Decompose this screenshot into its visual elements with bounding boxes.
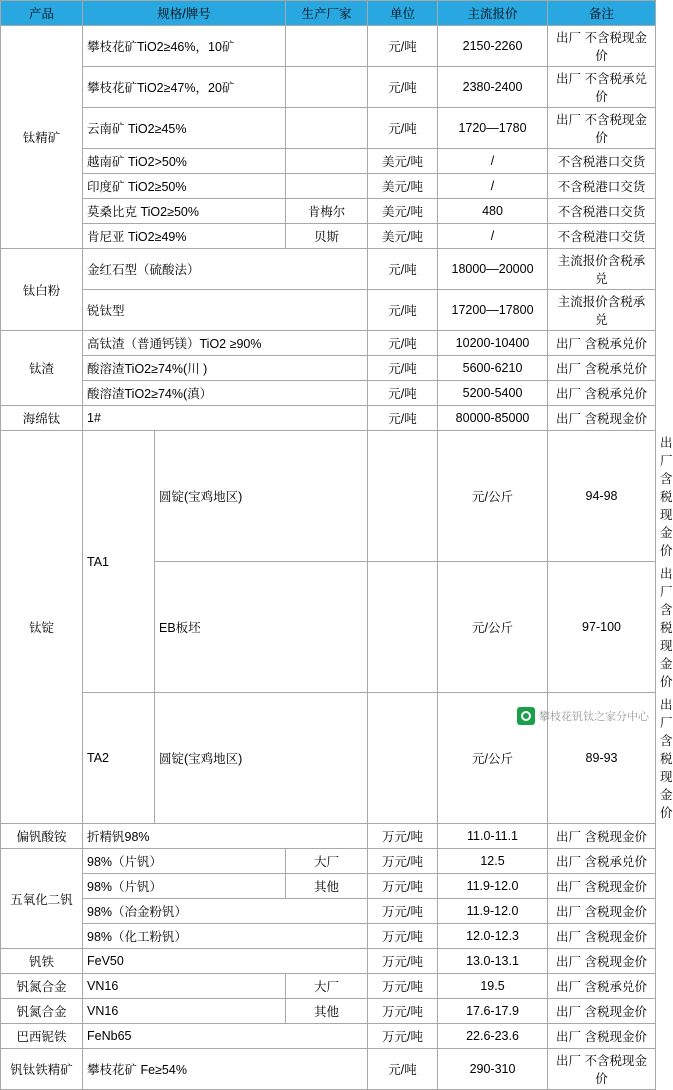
cell-note: 出厂 不含税承兑价 (548, 67, 656, 108)
cell-note: 主流报价含税承兑 (548, 290, 656, 331)
table-row: TA2 圆锭(宝鸡地区) 元/公斤 89-93 出厂 含税现金价 (1, 693, 656, 824)
cell-spec: 酸溶渣TiO2≥74%(川 ) (83, 356, 368, 381)
cell-spec: 攀枝花矿TiO2≥46%，10矿 (83, 26, 286, 67)
table-row (1, 381, 656, 406)
cell-spec: 攀枝花矿TiO2≥47%，20矿 (83, 67, 286, 108)
cell-unit: 万元/吨 (368, 849, 438, 874)
cell-price: 1720—1780 (438, 108, 548, 149)
cell-manufacturer: 其他 (286, 999, 368, 1024)
cell-unit: 万元/吨 (368, 999, 438, 1024)
cell-note: 出厂 含税承兑价 (548, 331, 656, 356)
table-row (1, 249, 656, 290)
cell-product: 钒氮合金 (1, 999, 83, 1024)
cell-price: 10200-10400 (438, 331, 548, 356)
cell-spec: FeV50 (83, 949, 368, 974)
cell-product: 钛精矿 (1, 26, 83, 249)
watermark (517, 707, 649, 725)
cell-spec: FeNb65 (83, 1024, 368, 1049)
cell-manufacturer (368, 562, 438, 693)
cell-manufacturer (368, 431, 438, 562)
cell-spec: VN16 (83, 999, 286, 1024)
cell-price: 17.6-17.9 (438, 999, 548, 1024)
cell-price: 19.5 (438, 974, 548, 999)
cell-note: 出厂 含税现金价 (548, 999, 656, 1024)
cell-price: 11.0-11.1 (438, 824, 548, 849)
cell-product: 钛白粉 (1, 249, 83, 331)
cell-product: 钛锭 (1, 431, 83, 824)
table-row (1, 224, 656, 249)
cell-spec: TA2 (83, 693, 155, 824)
cell-price: 5200-5400 (438, 381, 548, 406)
cell-note: 出厂 含税现金价 (548, 899, 656, 924)
column-header-spec: 规格/牌号 (83, 1, 286, 26)
cell-unit: 元/公斤 (438, 693, 548, 824)
cell-spec: 98%（片钒） (83, 874, 286, 899)
table-row (1, 924, 656, 949)
cell-unit: 元/吨 (368, 1049, 438, 1090)
cell-unit: 万元/吨 (368, 1024, 438, 1049)
table-row (1, 290, 656, 331)
cell-manufacturer: 大厂 (286, 974, 368, 999)
cell-unit: 万元/吨 (368, 899, 438, 924)
cell-price: 2150-2260 (438, 26, 548, 67)
table-row (1, 899, 656, 924)
cell-note: 不含税港口交货 (548, 174, 656, 199)
cell-unit: 元/公斤 (438, 562, 548, 693)
cell-spec: 98%（化工粉钒） (83, 924, 368, 949)
cell-product: 钒氮合金 (1, 974, 83, 999)
cell-manufacturer: 肯梅尔 (286, 199, 368, 224)
cell-price: 5600-6210 (438, 356, 548, 381)
cell-unit: 元/吨 (368, 67, 438, 108)
cell-note: 出厂 含税现金价 (548, 824, 656, 849)
cell-spec: 金红石型（硫酸法） (83, 249, 368, 290)
cell-price: / (438, 174, 548, 199)
table-row (1, 1024, 656, 1049)
green-circle-logo-icon (517, 707, 535, 725)
cell-unit: 美元/吨 (368, 174, 438, 199)
cell-note: 不含税港口交货 (548, 224, 656, 249)
table-body (1, 26, 673, 1090)
cell-unit: 元/公斤 (438, 431, 548, 562)
table-row (1, 108, 656, 149)
table-row: EB板坯 元/公斤 97-100 出厂 含税现金价 (1, 562, 656, 693)
table-header (1, 1, 656, 26)
cell-manufacturer (368, 693, 438, 824)
table-row (1, 824, 656, 849)
cell-unit: 万元/吨 (368, 874, 438, 899)
cell-price: 97-100 (548, 562, 656, 693)
cell-note: 不含税港口交货 (548, 199, 656, 224)
cell-manufacturer (286, 149, 368, 174)
cell-spec: 印度矿 TiO2≥50% (83, 174, 286, 199)
cell-note: 出厂 含税现金价 (548, 874, 656, 899)
cell-unit: 元/吨 (368, 26, 438, 67)
table-row (1, 174, 656, 199)
cell-product: 钒铁 (1, 949, 83, 974)
cell-spec: 98%（片钒） (83, 849, 286, 874)
cell-unit: 元/吨 (368, 249, 438, 290)
table-row (1, 26, 656, 67)
cell-note: 出厂 含税承兑价 (548, 381, 656, 406)
cell-unit: 元/吨 (368, 290, 438, 331)
column-header-unit: 单位 (368, 1, 438, 26)
cell-note: 出厂 含税承兑价 (548, 356, 656, 381)
table-header-row (1, 1, 656, 26)
column-header-manufacturer: 生产厂家 (286, 1, 368, 26)
cell-spec: TA1 (83, 431, 155, 693)
cell-spec: 攀枝花矿 Fe≥54% (83, 1049, 368, 1090)
cell-price: 290-310 (438, 1049, 548, 1090)
cell-unit: 美元/吨 (368, 199, 438, 224)
cell-price: 13.0-13.1 (438, 949, 548, 974)
cell-unit: 元/吨 (368, 108, 438, 149)
cell-unit: 元/吨 (368, 331, 438, 356)
cell-note: 出厂 含税承兑价 (548, 849, 656, 874)
table-row (1, 406, 656, 431)
cell-note: 主流报价含税承兑 (548, 249, 656, 290)
cell-price: 12.0-12.3 (438, 924, 548, 949)
cell-price: 12.5 (438, 849, 548, 874)
cell-unit: 万元/吨 (368, 949, 438, 974)
cell-note: 出厂 不含税现金价 (548, 108, 656, 149)
cell-product: 五氧化二钒 (1, 849, 83, 949)
cell-note: 出厂 含税现金价 (548, 1024, 656, 1049)
watermark-label: 攀枝花钒钛之家分中心 (539, 711, 649, 723)
cell-unit: 元/吨 (368, 406, 438, 431)
cell-price: 89-93 (548, 693, 656, 824)
cell-spec: VN16 (83, 974, 286, 999)
cell-spec-sub: 圆锭(宝鸡地区) (155, 693, 368, 824)
table-row (1, 149, 656, 174)
cell-price: 480 (438, 199, 548, 224)
cell-spec: 高钛渣（普通钙镁）TiO2 ≥90% (83, 331, 368, 356)
column-header-price: 主流报价 (438, 1, 548, 26)
cell-spec: 肯尼亚 TiO2≥49% (83, 224, 286, 249)
cell-price: 94-98 (548, 431, 656, 562)
cell-price: 17200—17800 (438, 290, 548, 331)
cell-unit: 万元/吨 (368, 974, 438, 999)
cell-unit: 万元/吨 (368, 924, 438, 949)
cell-product: 钒钛铁精矿 (1, 1049, 83, 1090)
cell-spec: 越南矿 TiO2>50% (83, 149, 286, 174)
cell-spec: 1# (83, 406, 368, 431)
cell-price: 22.6-23.6 (438, 1024, 548, 1049)
cell-spec: 莫桑比克 TiO2≥50% (83, 199, 286, 224)
cell-manufacturer (286, 26, 368, 67)
cell-product: 巴西铌铁 (1, 1024, 83, 1049)
table-row (1, 1049, 656, 1090)
cell-spec: 云南矿 TiO2≥45% (83, 108, 286, 149)
cell-price: / (438, 224, 548, 249)
cell-spec-sub: 圆锭(宝鸡地区) (155, 431, 368, 562)
table-row (1, 949, 656, 974)
cell-spec: 98%（冶金粉钒） (83, 899, 368, 924)
cell-spec: 锐钛型 (83, 290, 368, 331)
cell-price: 2380-2400 (438, 67, 548, 108)
cell-unit: 元/吨 (368, 356, 438, 381)
cell-unit: 万元/吨 (368, 824, 438, 849)
cell-note: 出厂 不含税现金价 (548, 1049, 656, 1090)
column-header-product: 产品 (1, 1, 83, 26)
column-header-note: 备注 (548, 1, 656, 26)
table-row (1, 356, 656, 381)
cell-product: 偏钒酸铵 (1, 824, 83, 849)
table-row: 钛锭 TA1 圆锭(宝鸡地区) 元/公斤 94-98 出厂 含税现金价 (1, 431, 656, 562)
cell-note: 不含税港口交货 (548, 149, 656, 174)
cell-price: 18000—20000 (438, 249, 548, 290)
table-row (1, 974, 656, 999)
table-row (1, 199, 656, 224)
cell-spec: 酸溶渣TiO2≥74%(滇） (83, 381, 368, 406)
cell-price: / (438, 149, 548, 174)
cell-unit: 元/吨 (368, 381, 438, 406)
cell-note: 出厂 含税现金价 (548, 949, 656, 974)
cell-product: 钛渣 (1, 331, 83, 406)
cell-note: 出厂 含税现金价 (548, 406, 656, 431)
cell-manufacturer (286, 67, 368, 108)
cell-price: 11.9-12.0 (438, 899, 548, 924)
cell-price: 11.9-12.0 (438, 874, 548, 899)
cell-manufacturer (286, 174, 368, 199)
cell-note: 出厂 含税现金价 (548, 924, 656, 949)
cell-note: 出厂 含税承兑价 (548, 974, 656, 999)
cell-spec: 折精钒98% (83, 824, 368, 849)
table-row (1, 331, 656, 356)
cell-manufacturer: 其他 (286, 874, 368, 899)
cell-unit: 美元/吨 (368, 224, 438, 249)
table-row (1, 849, 656, 874)
cell-product: 海绵钛 (1, 406, 83, 431)
cell-note: 出厂 不含税现金价 (548, 26, 656, 67)
cell-manufacturer: 大厂 (286, 849, 368, 874)
table-row (1, 999, 656, 1024)
table-row (1, 67, 656, 108)
cell-unit: 美元/吨 (368, 149, 438, 174)
table-row (1, 874, 656, 899)
cell-price: 80000-85000 (438, 406, 548, 431)
cell-manufacturer: 贝斯 (286, 224, 368, 249)
cell-manufacturer (286, 108, 368, 149)
cell-spec-sub: EB板坯 (155, 562, 368, 693)
